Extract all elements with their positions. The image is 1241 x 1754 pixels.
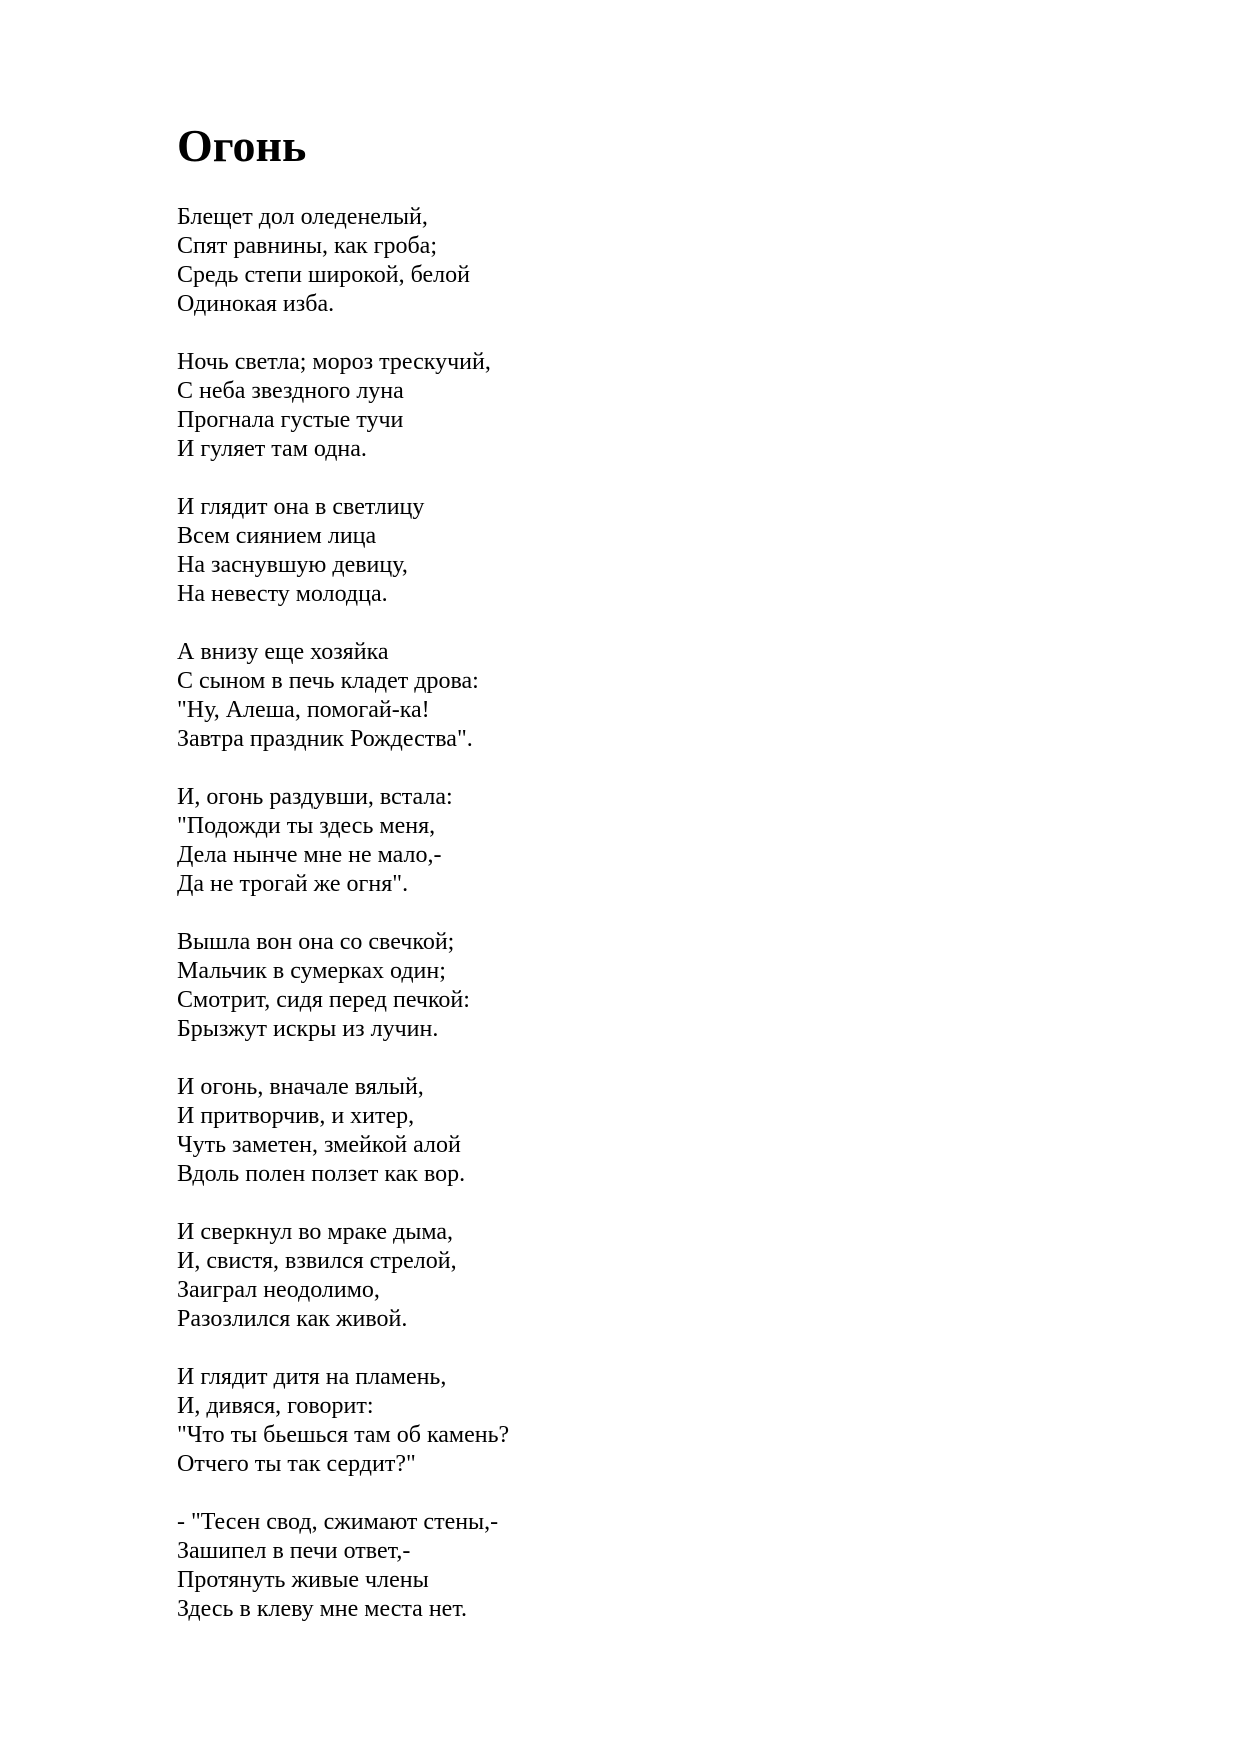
poem-line: Завтра праздник Рождества". (177, 726, 473, 752)
poem-line: С сыном в печь кладет дрова: (177, 668, 479, 694)
poem-line: Ночь светла; мороз трескучий, (177, 349, 491, 375)
poem-line: Да не трогай же огня". (177, 871, 409, 897)
poem-line: И гуляет там одна. (177, 436, 367, 462)
stanza-8 (177, 1218, 509, 1334)
poem-line: Протянуть живые члены (177, 1567, 429, 1593)
poem-line: Одинокая изба. (177, 291, 335, 317)
poem-line: И сверкнул во мраке дыма, (177, 1219, 453, 1245)
stanza-9 (177, 1363, 509, 1479)
poem-line: И, огонь раздувши, встала: (177, 784, 453, 810)
poem-line: И, дивяся, говорит: (177, 1393, 374, 1419)
poem-line: Заиграл неодолимо, (177, 1277, 380, 1303)
stanza-3 (177, 493, 509, 609)
poem-line: - "Тесен свод, сжимают стены,- (177, 1509, 499, 1535)
poem-line: А внизу еще хозяйка (177, 639, 389, 665)
poem-title: Огонь (177, 120, 307, 171)
poem-line: "Ну, Алеша, помогай-ка! (177, 697, 430, 723)
poem-body (177, 203, 509, 1653)
poem-line: И огонь, вначале вялый, (177, 1074, 424, 1100)
stanza-6 (177, 928, 509, 1044)
poem-line: Дела нынче мне не мало,- (177, 842, 442, 868)
poem-line: Зашипел в печи ответ,- (177, 1538, 411, 1564)
stanza-1 (177, 203, 509, 319)
stanza-5 (177, 783, 509, 899)
poem-line: И притворчив, и хитер, (177, 1103, 415, 1129)
poem-line: И глядит дитя на пламень, (177, 1364, 447, 1390)
stanza-7 (177, 1073, 509, 1189)
poem-line: "Подожди ты здесь меня, (177, 813, 436, 839)
poem-line: Разозлился как живой. (177, 1306, 408, 1332)
poem-line: Спят равнины, как гроба; (177, 233, 438, 259)
poem-line: Прогнала густые тучи (177, 407, 404, 433)
poem-line: С неба звездного луна (177, 378, 404, 404)
stanza-10 (177, 1508, 509, 1624)
poem-line: Брызжут искры из лучин. (177, 1016, 439, 1042)
poem-line: Отчего ты так сердит?" (177, 1451, 416, 1477)
poem-line: Средь степи широкой, белой (177, 262, 470, 288)
poem-line: Смотрит, сидя перед печкой: (177, 987, 470, 1013)
poem-line: На заснувшую девицу, (177, 552, 408, 578)
poem-line: Чуть заметен, змейкой алой (177, 1132, 461, 1158)
poem-line: Вышла вон она со свечкой; (177, 929, 455, 955)
poem-line: Блещет дол оледенелый, (177, 204, 428, 230)
poem-line: И глядит она в светлицу (177, 494, 425, 520)
poem-line: Всем сиянием лица (177, 523, 377, 549)
poem-line: И, свистя, взвился стрелой, (177, 1248, 457, 1274)
poem-line: Вдоль полен ползет как вор. (177, 1161, 466, 1187)
poem-line: Мальчик в сумерках один; (177, 958, 446, 984)
poem-line: Здесь в клеву мне места нет. (177, 1596, 468, 1622)
poem-line: На невесту молодца. (177, 581, 388, 607)
stanza-2 (177, 348, 509, 464)
stanza-4 (177, 638, 509, 754)
poem-line: "Что ты бьешься там об камень? (177, 1422, 510, 1448)
